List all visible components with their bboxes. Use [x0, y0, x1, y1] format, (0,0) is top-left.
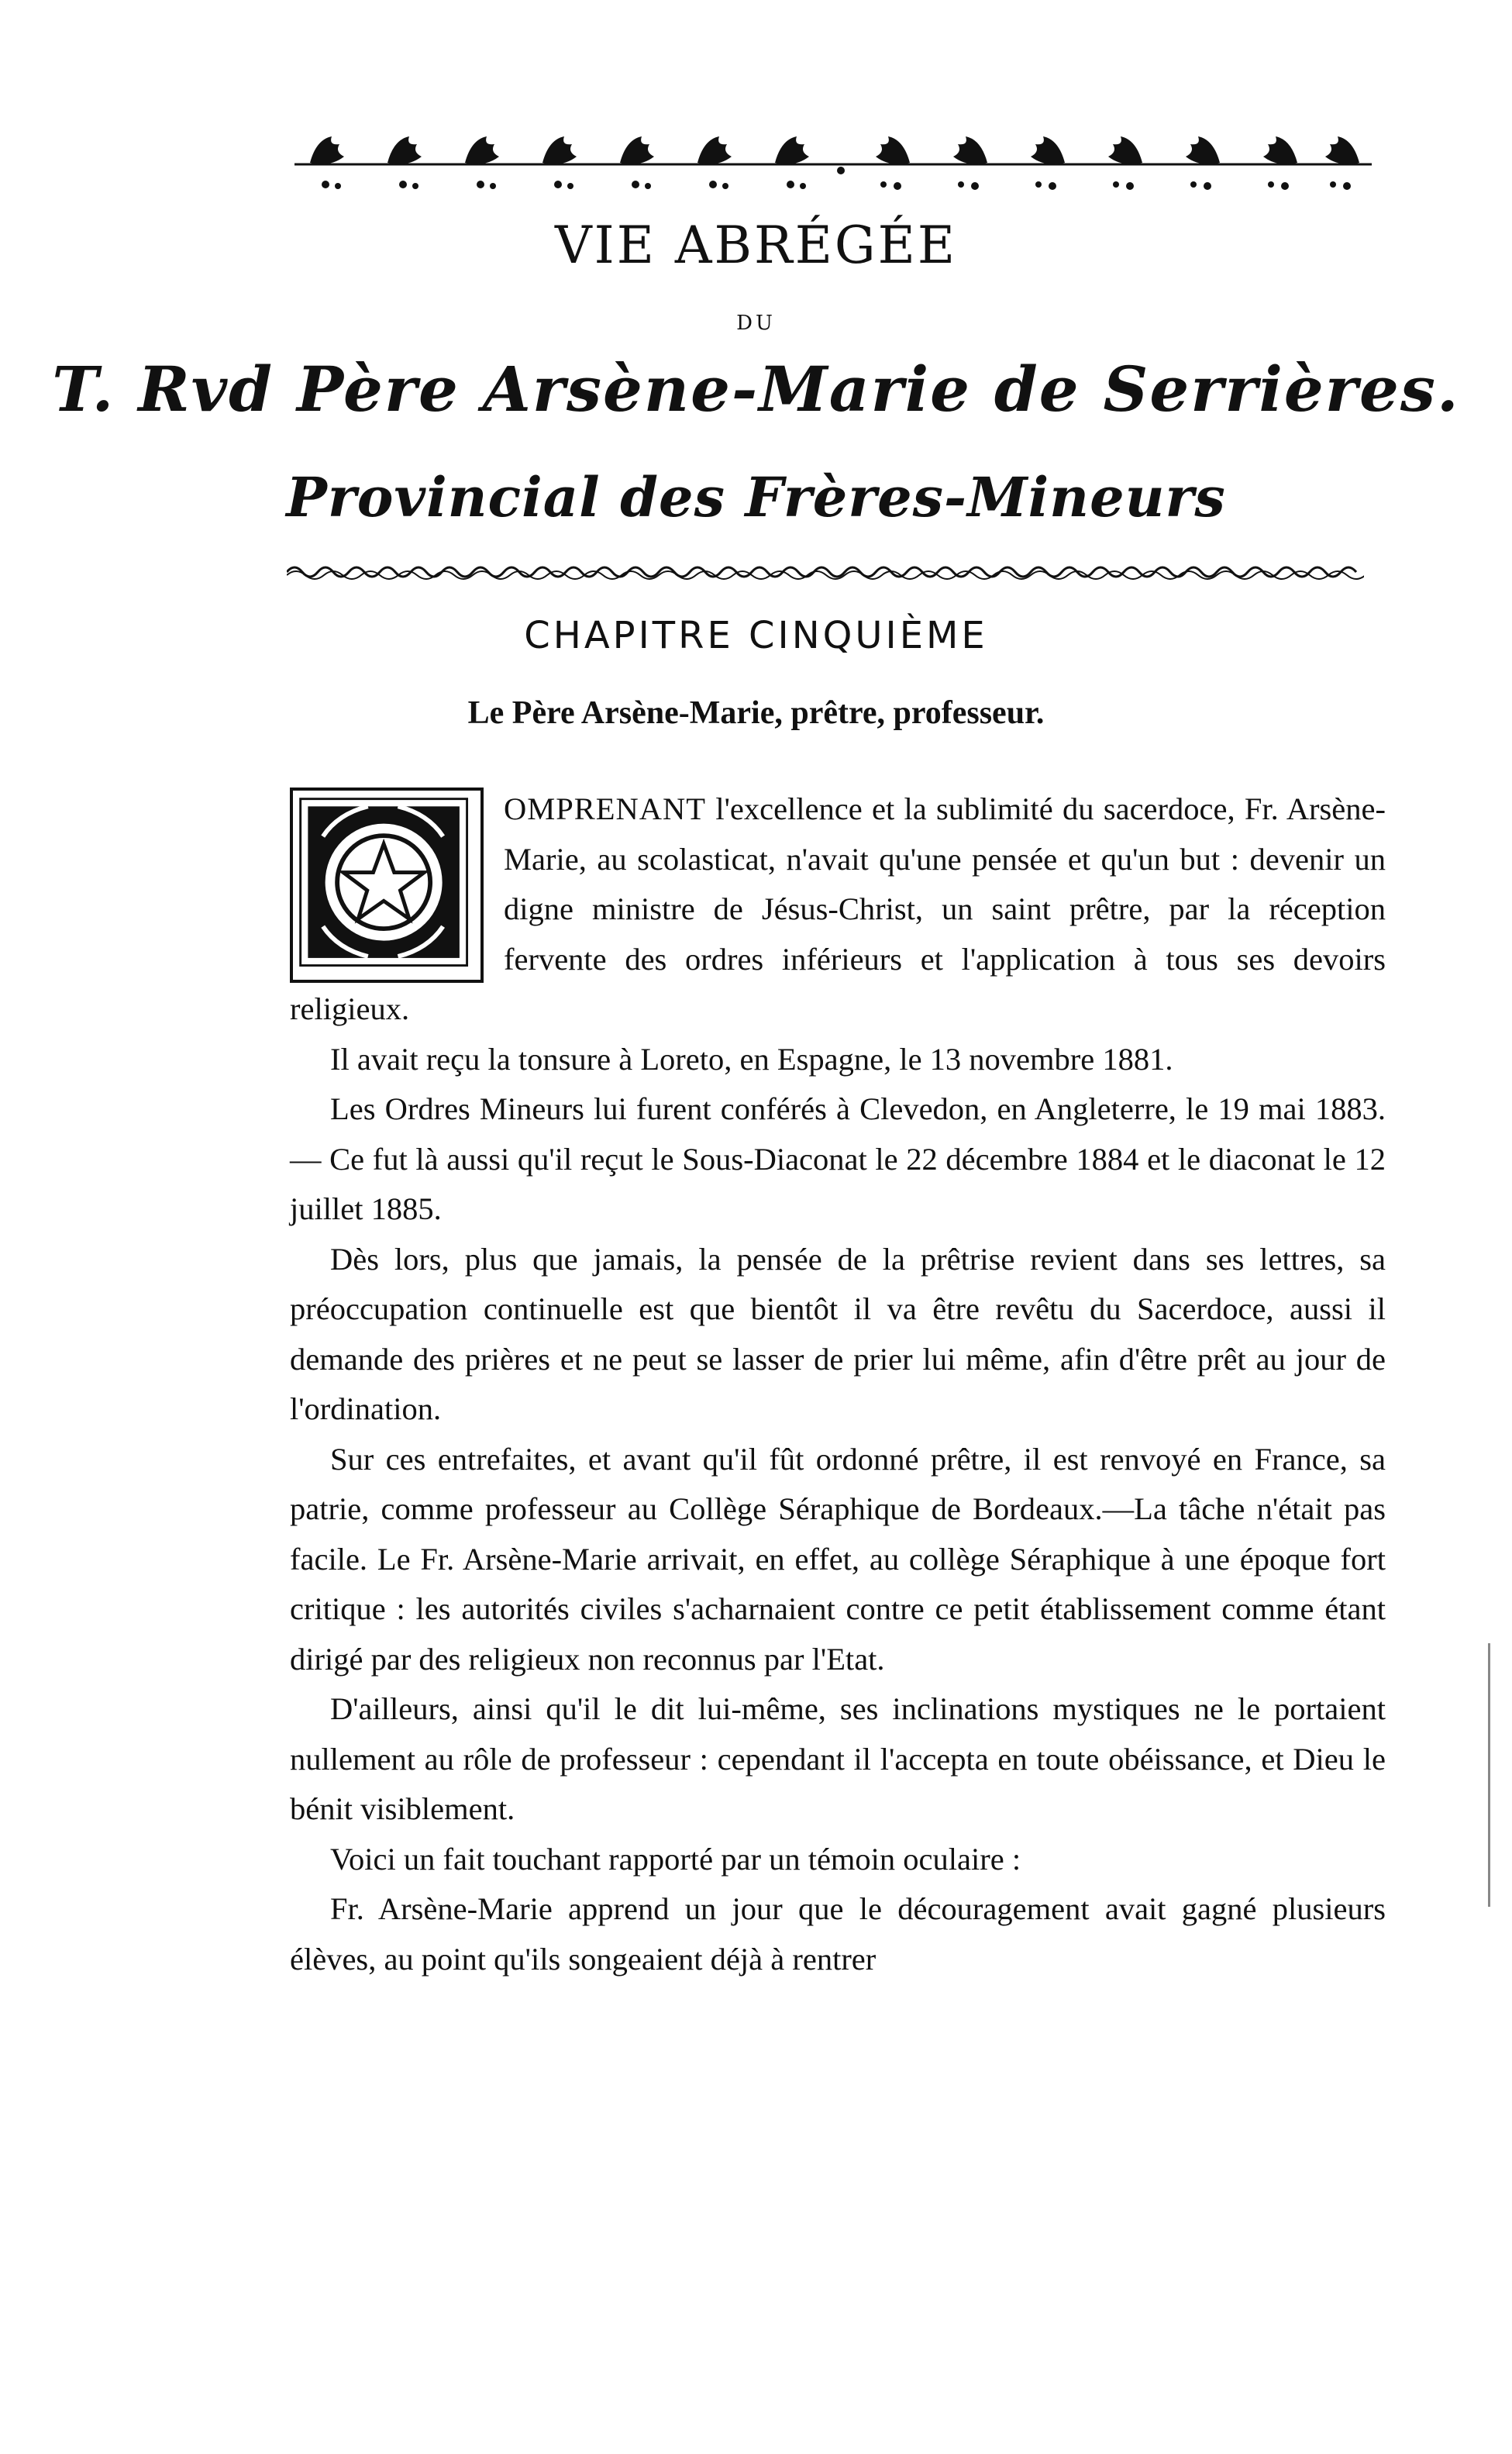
ornamental-dropcap-c — [290, 788, 484, 983]
vine-ornament-border — [294, 116, 1372, 202]
wavy-divider — [287, 557, 1364, 588]
paragraph: Il avait reçu la tonsure à Loreto, en Espagne, le 13 novembre 1881. — [330, 1041, 1173, 1077]
paragraph: Fr. Arsène-Marie apprend un jour que le découragement avait gagné plusieurs élèves, au point qu'ils songeaient déjà à rentrer — [290, 1891, 1386, 1977]
vine-leaf-ornament — [310, 136, 344, 189]
subject-position: Provincial des Frères-Mineurs — [286, 465, 1226, 529]
paragraph: Les Ordres Mineurs lui furent conférés à Clevedon, en Angleterre, le 19 mai 1883.— Ce fut là aussi qu'il reçut le Sous-Diaconat le 22 décembre 1884 et le diaconat le 12 juillet 1885. — [290, 1091, 1386, 1226]
paragraph-text: l'excellence et la sublimité du sacerdoce, Fr. Arsène-Marie, au scolasticat, n'avait qu'une pensée et qu'un but : devenir un digne ministre de Jésus-Christ, un saint prêtre, par la réception fervente des ordres inférieurs et l'application à tous ses devoirs religieux. — [290, 791, 1386, 1026]
paragraph — [290, 784, 1386, 1035]
book-title: VIE ABRÉGÉE — [554, 215, 957, 275]
paragraph: D'ailleurs, ainsi qu'il le dit lui-même, ses inclinations mystiques ne le portaient nullement au rôle de professeur : cependant il l'accepta en toute obéissance, et Dieu le bénit visiblement. — [290, 1691, 1386, 1826]
subject-name: T. Rvd Père Arsène-Marie de Serrières. — [52, 353, 1460, 426]
paragraph: Sur ces entrefaites, et avant qu'il fût ordonné prêtre, il est renvoyé en France, sa patrie, comme professeur au Collège Séraphique de Bordeaux.—La tâche n'était pas facile. Le Fr. Arsène-Marie arrivait, en effet, au collège Séraphique à une époque fort critique : les autorités civiles s'acharnaient contre ce petit établissement comme étant dirigé par des religieux non reconnus par l'Etat. — [290, 1441, 1386, 1677]
dropcap-letter — [293, 791, 480, 980]
body-text — [290, 784, 1386, 1984]
chapter-heading: CHAPITRE CINQUIÈME — [524, 614, 988, 657]
paragraph: Voici un fait touchant rapporté par un témoin oculaire : — [330, 1841, 1021, 1877]
margin-rule — [1488, 1643, 1490, 1907]
title-connector: DU — [736, 312, 776, 335]
paragraph: Dès lors, plus que jamais, la pensée de la prêtrise revient dans ses lettres, sa préoccupation continuelle est que bientôt il va être revêtu du Sacerdoce, aussi il demande des prières et ne peut se lasser de prier lui même, afin d'être prêt au jour de l'ordination. — [290, 1241, 1386, 1426]
paragraph-lead: OMPRENANT — [504, 791, 707, 826]
chapter-subheading: Le Père Arsène-Marie, prêtre, professeur. — [467, 695, 1045, 731]
